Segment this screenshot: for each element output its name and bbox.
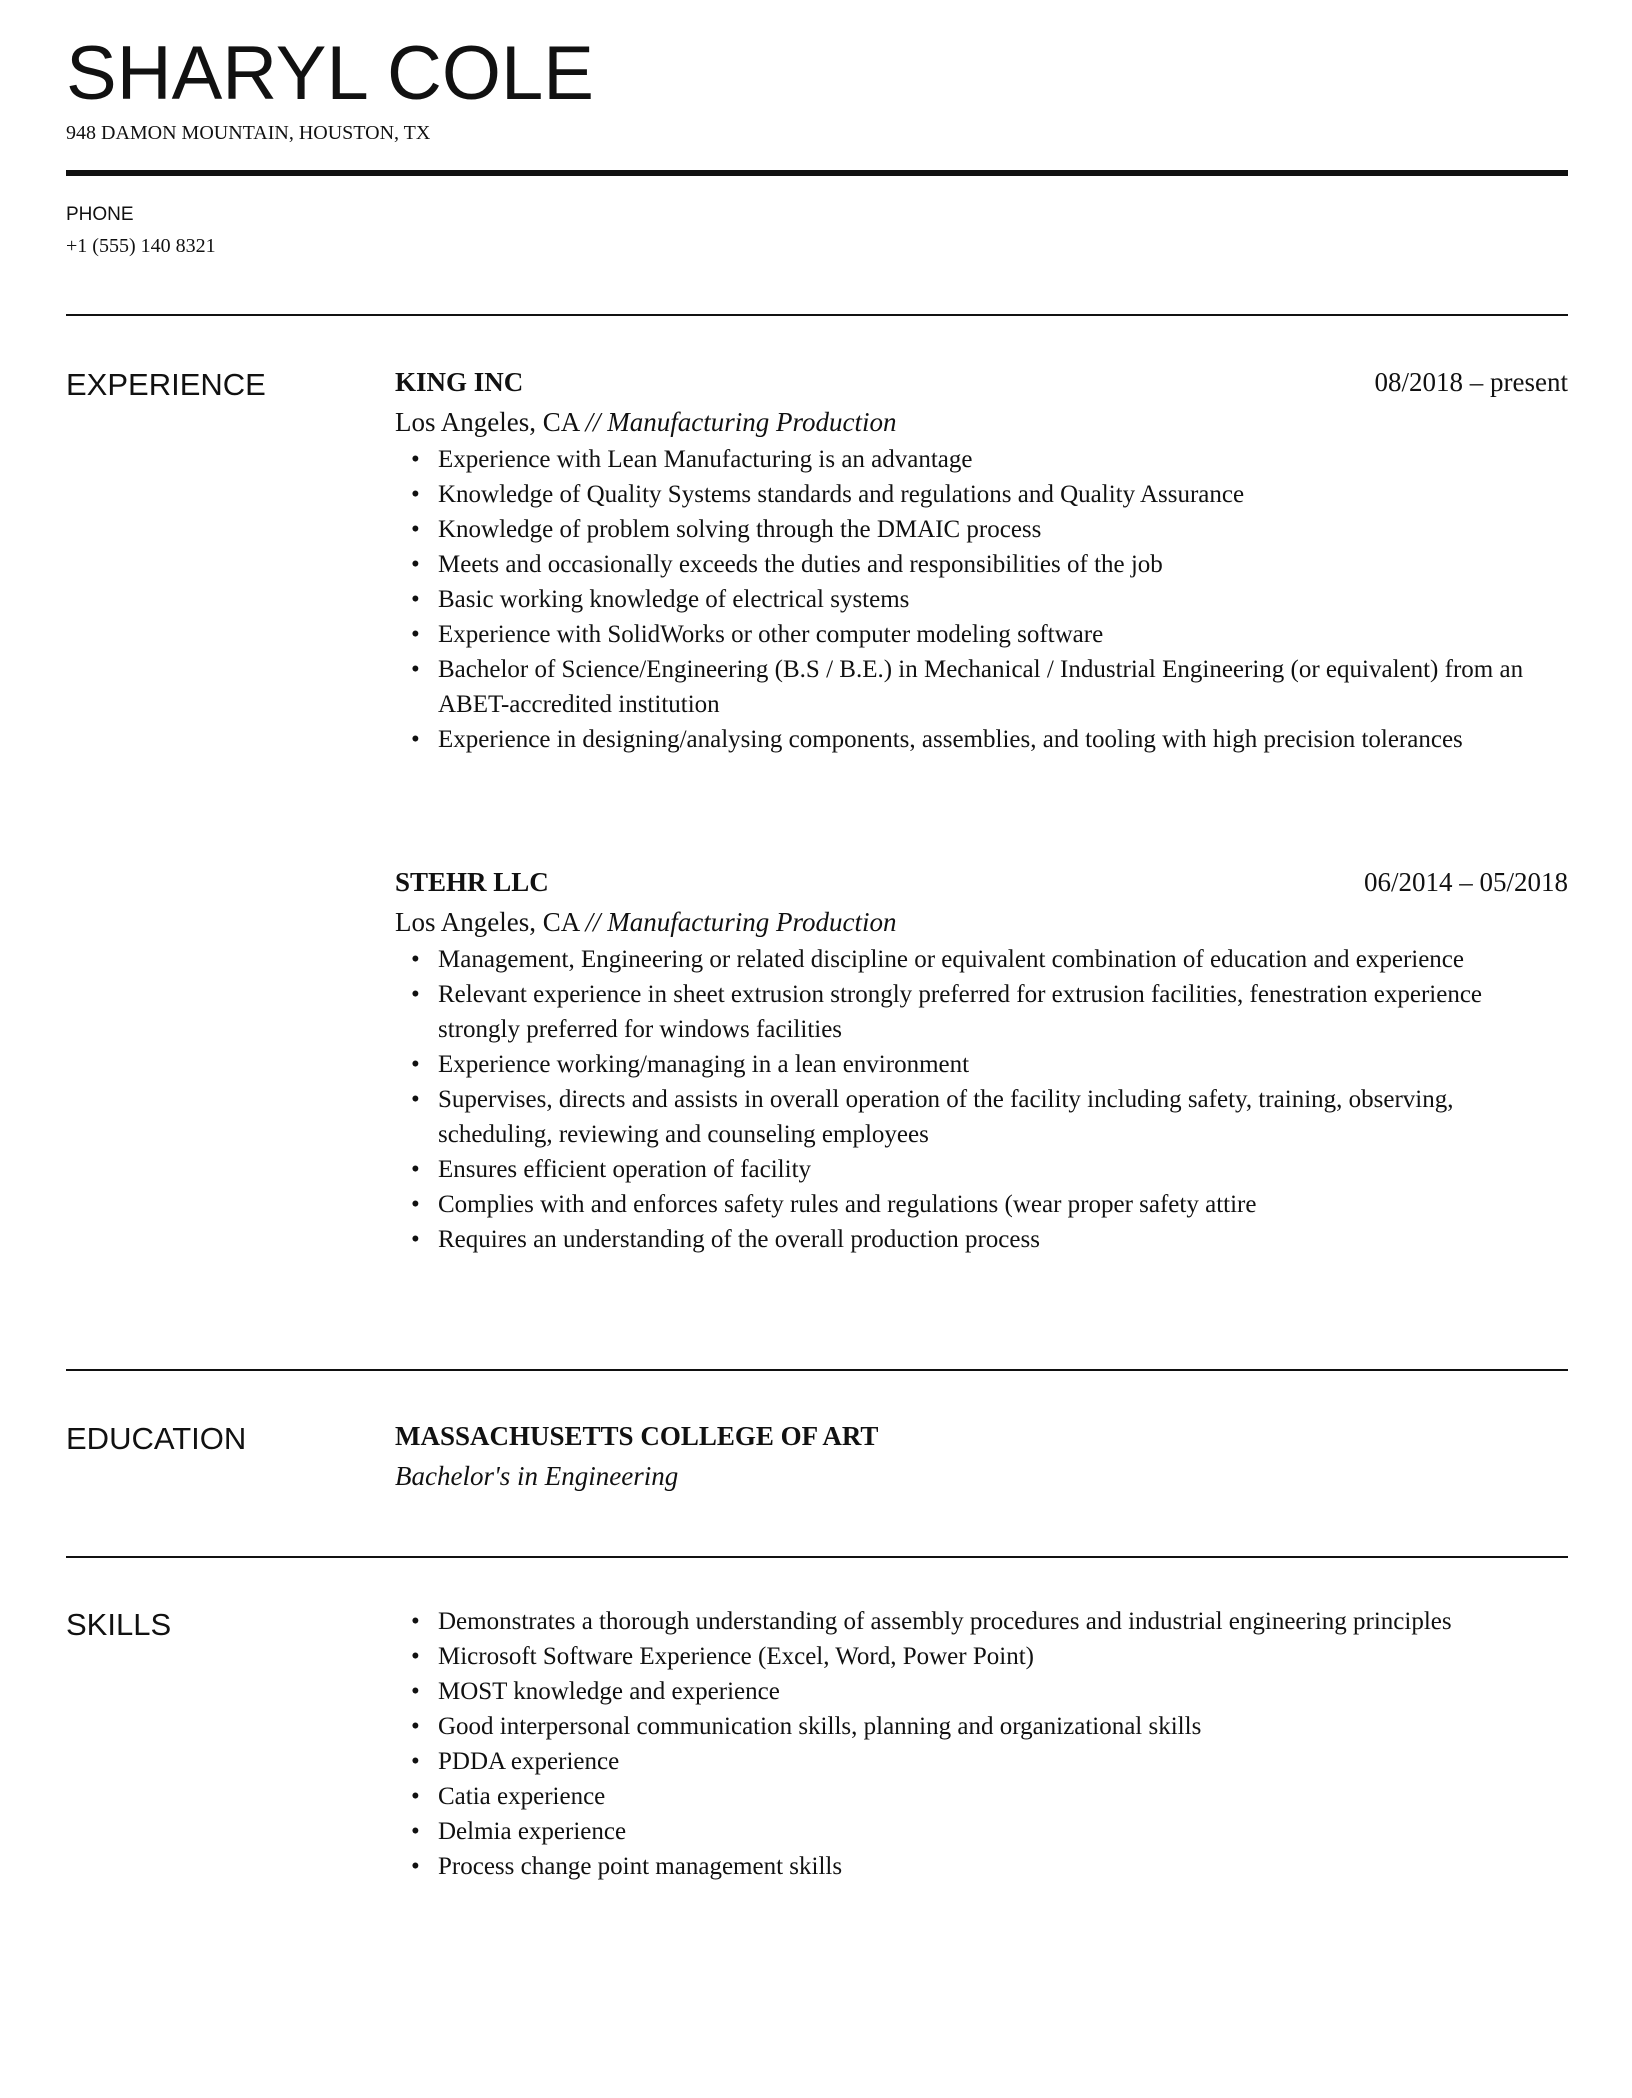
skills-section-title: SKILLS xyxy=(66,1607,172,1642)
job-bullet-list xyxy=(395,942,1568,1257)
job-bullet-list xyxy=(395,442,1568,757)
job-location-line xyxy=(395,902,1568,942)
experience-section-title: EXPERIENCE xyxy=(66,367,266,402)
education-school: MASSACHUSETTS COLLEGE OF ART xyxy=(395,1421,879,1451)
job-separator: // xyxy=(585,407,601,437)
job-bullet: • Relevant experience in sheet extrusion strongly preferred for extrusion facilities, fenestration experience strongly preferred for windows facilities xyxy=(438,977,1568,1047)
skills-entry xyxy=(395,1604,1568,1884)
job-bullet: • Basic working knowledge of electrical systems xyxy=(438,582,1568,617)
phone-value: +1 (555) 140 8321 xyxy=(66,235,216,257)
skill-item: • MOST knowledge and experience xyxy=(438,1674,1568,1709)
education-entry xyxy=(395,1416,1568,1496)
education-divider xyxy=(66,1556,1568,1558)
job-header xyxy=(395,862,1568,902)
job-location-line xyxy=(395,402,1568,442)
job-bullet: • Complies with and enforces safety rules and regulations (wear proper safety attire xyxy=(438,1187,1568,1222)
job-company: KING INC xyxy=(395,367,524,397)
experience-divider xyxy=(66,1369,1568,1371)
job-company: STEHR LLC xyxy=(395,867,549,897)
skill-item: • Delmia experience xyxy=(438,1814,1568,1849)
job-bullet: • Knowledge of problem solving through the DMAIC process xyxy=(438,512,1568,547)
education-section-title: EDUCATION xyxy=(66,1421,247,1456)
skill-item: • Microsoft Software Experience (Excel, Word, Power Point) xyxy=(438,1639,1568,1674)
job-bullet: • Ensures efficient operation of facility xyxy=(438,1152,1568,1187)
job-location: Los Angeles, CA xyxy=(395,907,579,937)
skill-item: • Demonstrates a thorough understanding of assembly procedures and industrial engineering principles xyxy=(438,1604,1568,1639)
job-role: Manufacturing Production xyxy=(607,407,897,437)
skills-bullet-list xyxy=(395,1604,1568,1884)
job-header xyxy=(395,362,1568,402)
job-bullet: • Bachelor of Science/Engineering (B.S / B.E.) in Mechanical / Industrial Engineering (or equivalent) from an ABET-accredited institution xyxy=(438,652,1568,722)
skill-item: • Catia experience xyxy=(438,1779,1568,1814)
job-dates: 08/2018 – present xyxy=(1374,367,1568,397)
job-bullet: • Meets and occasionally exceeds the duties and responsibilities of the job xyxy=(438,547,1568,582)
candidate-name: SHARYL COLE xyxy=(66,31,594,116)
job-bullet: • Supervises, directs and assists in overall operation of the facility including safety, training, observing, scheduling, reviewing and counseling employees xyxy=(438,1082,1568,1152)
skill-item: • Process change point management skills xyxy=(438,1849,1568,1884)
job-bullet: • Management, Engineering or related discipline or equivalent combination of education and experience xyxy=(438,942,1568,977)
job-bullet: • Experience working/managing in a lean environment xyxy=(438,1047,1568,1082)
contact-divider xyxy=(66,314,1568,316)
job-location: Los Angeles, CA xyxy=(395,407,579,437)
skill-item: • Good interpersonal communication skills, planning and organizational skills xyxy=(438,1709,1568,1744)
job-dates: 06/2014 – 05/2018 xyxy=(1363,867,1568,897)
job-bullet: • Experience with SolidWorks or other computer modeling software xyxy=(438,617,1568,652)
header-divider xyxy=(66,170,1568,176)
candidate-address: 948 DAMON MOUNTAIN, HOUSTON, TX xyxy=(66,122,431,144)
education-degree: Bachelor's in Engineering xyxy=(395,1461,679,1491)
job-bullet: • Requires an understanding of the overall production process xyxy=(438,1222,1568,1257)
job-entry xyxy=(395,862,1568,1257)
job-bullet: • Experience with Lean Manufacturing is an advantage xyxy=(438,442,1568,477)
phone-label: PHONE xyxy=(66,204,134,225)
job-entry xyxy=(395,362,1568,757)
job-bullet: • Knowledge of Quality Systems standards and regulations and Quality Assurance xyxy=(438,477,1568,512)
job-bullet: • Experience in designing/analysing components, assemblies, and tooling with high precision tolerances xyxy=(438,722,1568,757)
skill-item: • PDDA experience xyxy=(438,1744,1568,1779)
job-role: Manufacturing Production xyxy=(607,907,897,937)
job-separator: // xyxy=(585,907,601,937)
